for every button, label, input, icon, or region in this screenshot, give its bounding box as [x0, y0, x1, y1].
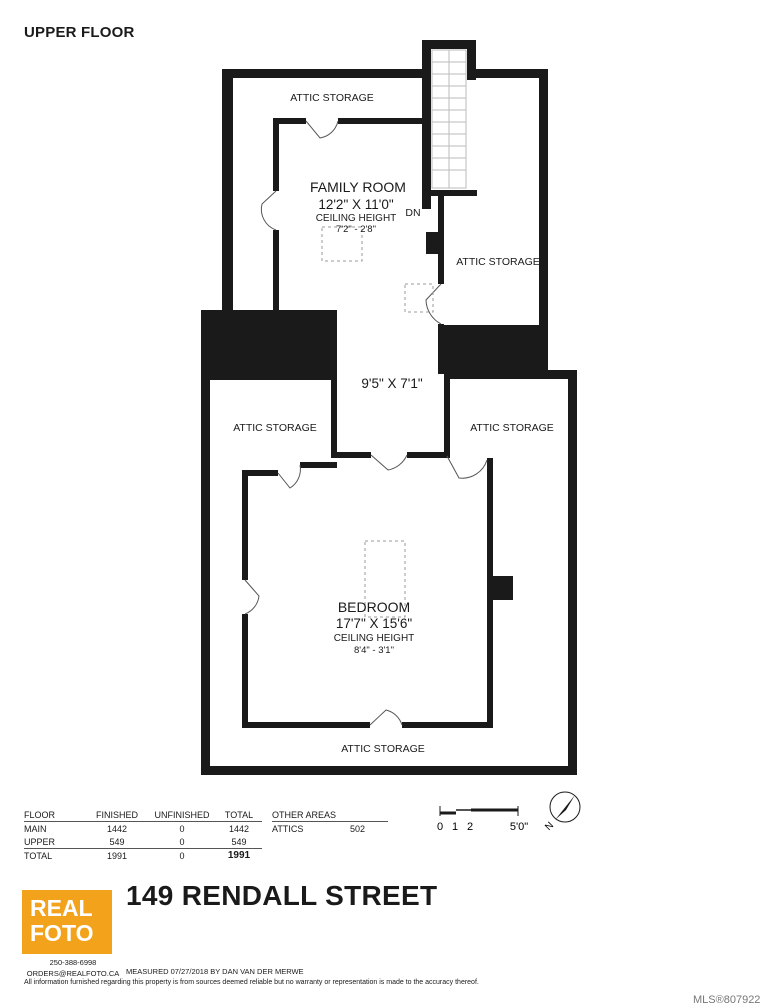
wall: [444, 374, 450, 456]
skylights: [322, 227, 433, 617]
contact-phone: 250-388-6998: [49, 958, 97, 967]
table-row: [24, 835, 262, 849]
cell: 549: [231, 836, 247, 847]
cell: UPPER: [24, 836, 56, 847]
cell: ATTICS: [272, 824, 304, 834]
family-room-name: FAMILY ROOM: [310, 179, 406, 195]
wall: [222, 69, 430, 78]
wall: [487, 458, 493, 728]
table-row: [272, 822, 388, 837]
scale-bar-graphic: [437, 806, 528, 833]
attic-storage-bottom-label: ATTIC STORAGE: [341, 743, 425, 755]
wall: [407, 452, 450, 458]
wall: [438, 190, 444, 284]
area-table-header: [24, 808, 262, 822]
attic-storage-right-lower-label: ATTIC STORAGE: [470, 422, 554, 434]
scale-tick-2: 2: [466, 821, 474, 833]
attic-storage-right-upper-label: ATTIC STORAGE: [456, 256, 540, 268]
staircase: [432, 50, 466, 188]
area-table: [24, 808, 262, 862]
wall: [422, 40, 431, 209]
disclaimer: All information furnished regarding this property is from sources deemed reliable but no warranty or representation is made to the accuracy thereof.: [24, 979, 479, 986]
chimney-left: [201, 310, 337, 380]
property-address: 149 RENDALL STREET: [126, 880, 438, 911]
col-header: FINISHED: [86, 808, 148, 822]
wall: [568, 370, 577, 775]
bedroom-name: BEDROOM: [337, 599, 411, 615]
wall: [438, 324, 444, 374]
wall: [338, 118, 428, 124]
stairs-down-label: DN: [405, 207, 421, 219]
contact-info: [26, 957, 120, 979]
cell: MAIN: [24, 823, 47, 834]
wall: [331, 370, 337, 456]
col-header: FLOOR: [24, 808, 86, 822]
attic-storage-left-label: ATTIC STORAGE: [233, 422, 317, 434]
bedroom-ceiling-label: CEILING HEIGHT: [333, 633, 415, 644]
bedroom-dims: 17'7" X 15'6": [335, 616, 413, 631]
measured-note: MEASURED 07/27/2018 BY DAN VAN DER MERWE: [126, 967, 304, 976]
cell: 0: [179, 836, 185, 847]
bedroom-ceiling-value: 8'4" - 3'1": [354, 645, 394, 656]
scale-tick-1: 1: [451, 821, 459, 833]
floor-title: UPPER FLOOR: [24, 24, 135, 41]
wall: [426, 190, 477, 196]
family-room-ceiling-value: 7'2" - 2'8": [336, 224, 376, 235]
wall: [402, 722, 493, 728]
table-row: [24, 822, 262, 836]
wall: [273, 230, 279, 314]
wall: [331, 452, 371, 458]
cell: 1442: [228, 823, 250, 834]
cell: 1991: [216, 849, 262, 863]
family-room-ceiling-label: CEILING HEIGHT: [315, 213, 397, 224]
wall: [201, 766, 577, 775]
attic-storage-top-label: ATTIC STORAGE: [290, 92, 374, 104]
logo-line1: REAL: [30, 895, 93, 921]
col-header: UNFINISHED: [148, 808, 216, 822]
other-areas-table: [272, 808, 388, 836]
scale-tick-5: 5'0": [509, 821, 529, 833]
wall: [222, 69, 233, 313]
wall: [273, 118, 279, 191]
hall-dims: 9'5" X 7'1": [361, 376, 423, 391]
wall: [242, 470, 248, 580]
logo-line2: FOTO: [30, 920, 94, 946]
mls-number: MLS®807922: [693, 994, 761, 1006]
table-total-row: [24, 849, 262, 863]
cell: 1442: [106, 823, 128, 834]
chimney: [493, 576, 513, 600]
wall: [467, 69, 548, 78]
wall: [300, 462, 337, 468]
cell: 1991: [86, 849, 148, 863]
cell: 0: [148, 849, 216, 863]
wall: [242, 722, 370, 728]
cell: 0: [179, 823, 185, 834]
wall: [201, 370, 210, 775]
wall: [444, 370, 577, 379]
family-room-dims: 12'2" X 11'0": [318, 197, 394, 212]
realfoto-logo: [22, 890, 112, 954]
other-areas-header: OTHER AREAS: [272, 808, 388, 822]
col-header: TOTAL: [216, 808, 262, 822]
contact-email: ORDERS@REALFOTO.CA: [26, 969, 120, 978]
wall: [242, 614, 248, 728]
cell: 502: [350, 824, 366, 834]
cell: TOTAL: [24, 849, 86, 863]
scale-tick-0: 0: [436, 821, 444, 833]
compass-north-label: N: [543, 820, 557, 833]
cell: 549: [109, 836, 125, 847]
